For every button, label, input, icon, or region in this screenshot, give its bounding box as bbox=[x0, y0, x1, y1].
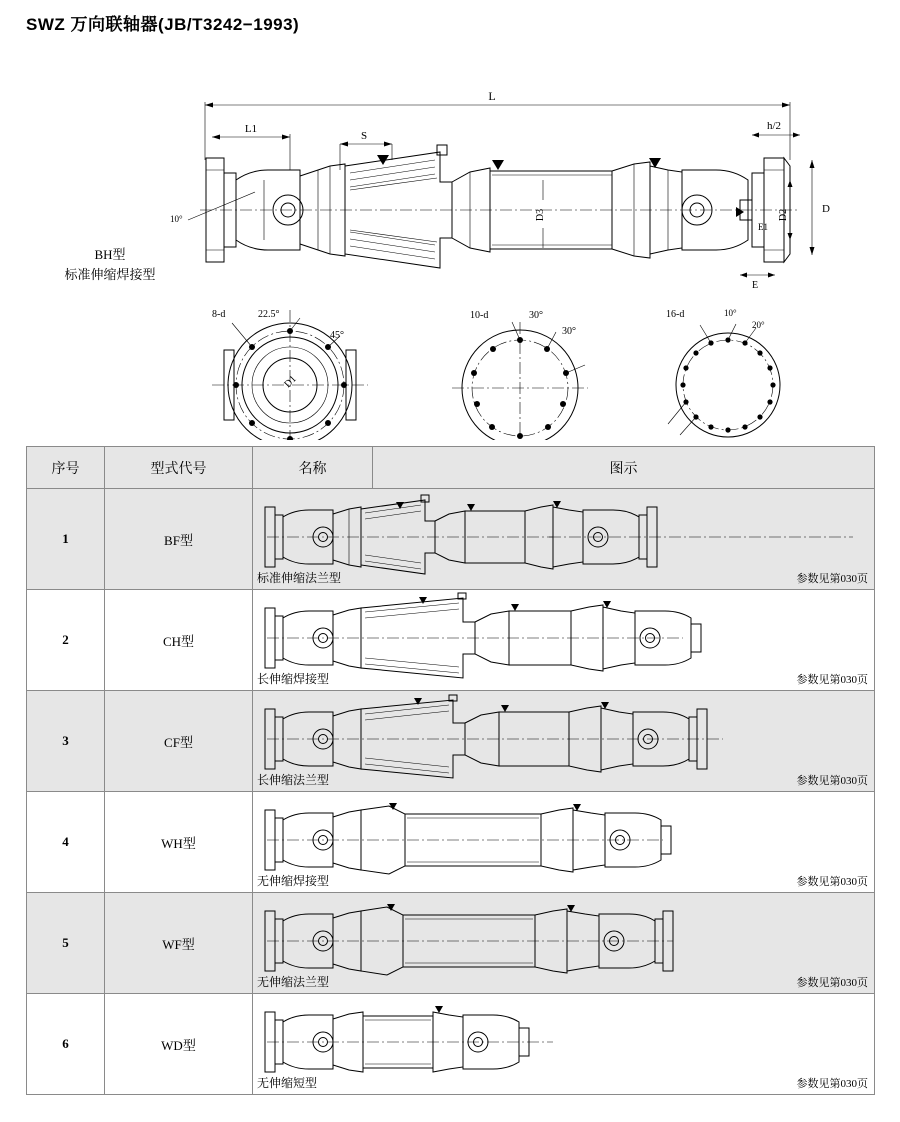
flange-view-16d bbox=[666, 308, 780, 437]
row-figure-cell bbox=[253, 792, 875, 893]
table-row bbox=[27, 691, 875, 792]
table-row bbox=[27, 489, 875, 590]
dim-L: L bbox=[488, 89, 496, 103]
figure-wh bbox=[253, 792, 871, 892]
figure-ch bbox=[253, 590, 871, 690]
note-30-a: 30° bbox=[529, 310, 543, 321]
dim-D3: D3 bbox=[535, 208, 546, 222]
row-no: 1 bbox=[27, 489, 105, 590]
flange-view-10d bbox=[452, 310, 588, 440]
figure-cf bbox=[253, 691, 871, 791]
row-no: 6 bbox=[27, 994, 105, 1095]
figure-wd bbox=[253, 994, 871, 1094]
row-caption: 长伸缩焊接型 bbox=[257, 672, 330, 686]
row-caption: 标准伸缩法兰型 bbox=[257, 571, 342, 585]
row-no: 5 bbox=[27, 893, 105, 994]
dim-S: S bbox=[360, 130, 368, 142]
note-10-d: 10-d bbox=[470, 310, 489, 321]
figure-bf bbox=[253, 489, 871, 589]
row-code: CF型 bbox=[105, 691, 253, 792]
dim-D: D bbox=[822, 203, 830, 215]
table-row bbox=[27, 792, 875, 893]
row-code: BF型 bbox=[105, 489, 253, 590]
row-no: 3 bbox=[27, 691, 105, 792]
dim-D2: D2 bbox=[778, 208, 789, 222]
type-label-line-1: BH型 bbox=[94, 247, 126, 262]
row-ref: 参数见第030页 bbox=[796, 573, 868, 585]
note-45: 45° bbox=[330, 330, 344, 341]
row-no: 2 bbox=[27, 590, 105, 691]
row-code: WD型 bbox=[105, 994, 253, 1095]
row-figure-cell bbox=[253, 489, 875, 590]
row-code: CH型 bbox=[105, 590, 253, 691]
header-code: 型式代号 bbox=[105, 447, 253, 489]
row-code: WF型 bbox=[105, 893, 253, 994]
header-figure: 图示 bbox=[373, 447, 875, 489]
type-label-line-2: 标准伸缩焊接型 bbox=[64, 266, 156, 282]
type-label bbox=[30, 245, 190, 284]
note-16-d: 16-d bbox=[666, 309, 685, 320]
table-row bbox=[27, 893, 875, 994]
figure-wf bbox=[253, 893, 871, 993]
dim-L1: L1 bbox=[244, 123, 258, 135]
dim-E: E bbox=[752, 280, 759, 291]
header-no: 序号 bbox=[27, 447, 105, 489]
note-22-5: 22.5° bbox=[258, 309, 280, 320]
table-row bbox=[27, 590, 875, 691]
note-30-b: 30° bbox=[562, 326, 576, 337]
row-caption: 长伸缩法兰型 bbox=[257, 773, 330, 787]
dim-E1: E1 bbox=[758, 222, 768, 232]
angle-10-deg: 10° bbox=[170, 214, 183, 224]
table-row bbox=[27, 994, 875, 1095]
note-20-deg: 20° bbox=[752, 320, 765, 330]
row-figure-cell bbox=[253, 590, 875, 691]
label-D1: D1 bbox=[282, 373, 299, 391]
main-assembly-drawing bbox=[0, 40, 900, 440]
row-caption: 无伸缩短型 bbox=[257, 1076, 318, 1090]
row-figure-cell bbox=[253, 893, 875, 994]
row-ref: 参数见第030页 bbox=[796, 1078, 868, 1090]
dim-h2: h/2 bbox=[766, 120, 782, 132]
page-title: SWZ 万向联轴器(JB/T3242−1993) bbox=[26, 15, 300, 34]
row-caption: 无伸缩法兰型 bbox=[257, 975, 330, 989]
header-name: 名称 bbox=[253, 447, 373, 489]
row-figure-cell bbox=[253, 994, 875, 1095]
row-ref: 参数见第030页 bbox=[796, 775, 868, 787]
flange-view-8d bbox=[212, 309, 368, 440]
row-figure-cell bbox=[253, 691, 875, 792]
row-ref: 参数见第030页 bbox=[796, 876, 868, 888]
row-ref: 参数见第030页 bbox=[796, 674, 868, 686]
variant-table bbox=[26, 446, 875, 1095]
row-code: WH型 bbox=[105, 792, 253, 893]
note-10-deg: 10° bbox=[724, 308, 737, 318]
table-header-row bbox=[27, 447, 875, 489]
row-ref: 参数见第030页 bbox=[796, 977, 868, 989]
main-drawing-svg bbox=[0, 40, 900, 440]
row-caption: 无伸缩焊接型 bbox=[257, 874, 330, 888]
note-8-d: 8-d bbox=[212, 309, 226, 320]
row-no: 4 bbox=[27, 792, 105, 893]
